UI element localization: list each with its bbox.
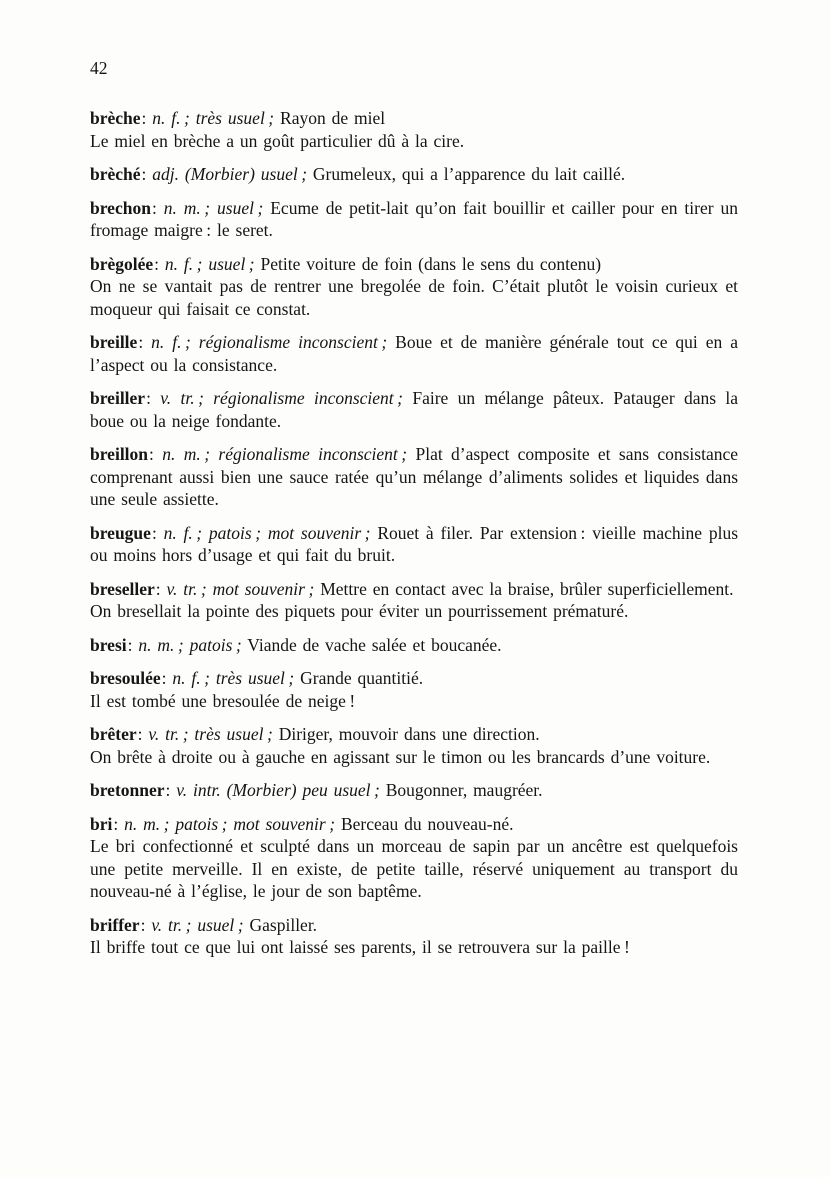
entry-headword: brêter xyxy=(90,724,137,744)
entry-headword: bresoulée xyxy=(90,668,161,688)
entry-headword: brèché xyxy=(90,164,141,184)
entry-colon: : xyxy=(146,388,151,408)
dictionary-entry xyxy=(90,723,738,768)
entry-definition: Viande de vache salée et boucanée. xyxy=(247,634,502,655)
entry-colon: : xyxy=(154,253,160,274)
entry-definition: Boue et de manière générale tout ce qui en a l’aspect ou la consistance. xyxy=(90,332,739,375)
entry-definition: Petite voiture de foin (dans le sens du contenu) xyxy=(260,253,602,274)
dictionary-entry xyxy=(90,667,738,712)
dictionary-entry xyxy=(90,914,738,959)
entry-definition: Grumeleux, qui a l’apparence du lait caillé. xyxy=(312,164,626,184)
entry-colon: : xyxy=(141,164,147,184)
entry-example: Le bri confectionné et sculpté dans un morceau de sapin par un ancêtre est quelquefois une petite merveille. Il en existe, de petite taille, réservé uniquement au transport du nouveau-né à l’église, le jour de son baptême. xyxy=(90,836,738,901)
entry-grammar-label: adj. (Morbier) usuel ; xyxy=(152,164,308,184)
entry-grammar-label: n. m. ; patois ; mot souvenir ; xyxy=(124,813,336,834)
entry-colon: : xyxy=(137,724,143,744)
entry-grammar-label: n. f. ; patois ; mot souvenir ; xyxy=(163,522,371,543)
entry-grammar-label: v. tr. ; régionalisme inconscient ; xyxy=(160,388,403,408)
entry-definition: Plat d’aspect composite et sans consistance comprenant aussi bien une sauce ratée qu’un mélange d’aliments solides et liquides dans une seule assiette. xyxy=(90,444,739,509)
entry-example: On ne se vantait pas de rentrer une bregolée de foin. C’était plutôt le voisin curieux et moqueur qui faisait ce constat. xyxy=(90,276,738,319)
dictionary-entry xyxy=(90,163,738,186)
entry-grammar-label: n. f. ; régionalisme inconscient ; xyxy=(151,332,388,352)
entry-definition: Berceau du nouveau-né. xyxy=(340,813,514,834)
entry-headword: breiller xyxy=(90,388,146,408)
dictionary-entry xyxy=(90,107,738,152)
entry-definition: Faire un mélange pâteux. Patauger dans la boue ou la neige fondante. xyxy=(90,388,739,431)
entry-colon: : xyxy=(127,634,133,655)
entry-grammar-label: v. intr. (Morbier) peu usuel ; xyxy=(176,780,380,800)
entry-grammar-label: n. f. ; très usuel ; xyxy=(172,668,295,688)
entry-headword: brechon xyxy=(90,197,151,218)
entry-definition: Rouet à filer. Par extension : vieille machine plus ou moins hors d’usage et qui fait du bruit. xyxy=(90,522,739,565)
entry-colon: : xyxy=(113,813,119,834)
entry-headword: breseller xyxy=(90,578,155,599)
entry-headword: bretonner xyxy=(90,780,165,800)
entry-grammar-label: n. m. ; usuel ; xyxy=(163,197,264,218)
dictionary-entry xyxy=(90,578,738,623)
entries-container xyxy=(90,107,738,959)
entry-grammar-label: n. f. ; très usuel ; xyxy=(152,108,275,128)
entry-example: Le miel en brèche a un goût particulier dû à la cire. xyxy=(90,130,465,151)
entry-example: Il briffe tout ce que lui ont laissé ses parents, il se retrouvera sur la paille ! xyxy=(90,937,630,957)
page-number: 42 xyxy=(90,58,108,78)
entry-grammar-label: v. tr. ; très usuel ; xyxy=(148,724,273,744)
entry-colon: : xyxy=(161,668,167,688)
entry-definition: Gaspiller. xyxy=(249,914,318,935)
entry-headword: breugue xyxy=(90,522,151,543)
entry-headword: breillon xyxy=(90,444,149,464)
entry-grammar-label: v. tr. ; mot souvenir ; xyxy=(166,578,315,599)
entry-colon: : xyxy=(155,578,161,599)
entry-colon: : xyxy=(140,914,146,935)
entry-example: Il est tombé une bresoulée de neige ! xyxy=(90,690,356,711)
entry-grammar-label: n. m. ; régionalisme inconscient ; xyxy=(162,444,408,464)
entry-colon: : xyxy=(151,522,157,543)
entry-definition: Grande quantitié. xyxy=(300,668,424,688)
entry-headword: brèche xyxy=(90,108,141,128)
entry-headword: brègolée xyxy=(90,253,154,274)
dictionary-entry xyxy=(90,779,738,802)
dictionary-entry xyxy=(90,443,738,511)
entry-colon: : xyxy=(138,332,144,352)
dictionary-entry xyxy=(90,253,738,321)
entry-grammar-label: v. tr. ; usuel ; xyxy=(151,914,244,935)
entry-colon: : xyxy=(165,780,171,800)
entry-definition: Rayon de miel xyxy=(280,108,386,128)
dictionary-entry xyxy=(90,197,738,242)
dictionary-entry xyxy=(90,331,738,376)
entry-grammar-label: n. f. ; usuel ; xyxy=(164,253,255,274)
entry-headword: bresi xyxy=(90,634,127,655)
entry-definition: Ecume de petit-lait qu’on fait bouillir et cailler pour en tirer un fromage maigre : le seret. xyxy=(90,197,738,240)
entry-example: On brête à droite ou à gauche en agissant sur le timon ou les brancards d’une voiture. xyxy=(90,746,711,767)
entry-grammar-label: n. m. ; patois ; xyxy=(138,634,242,655)
entry-colon: : xyxy=(149,444,154,464)
entry-headword: breille xyxy=(90,332,138,352)
dictionary-entry xyxy=(90,634,738,657)
entry-definition: Bougonner, maugréer. xyxy=(385,780,543,800)
entry-definition: Mettre en contact avec la braise, brûler superficiellement. xyxy=(320,578,734,599)
dictionary-entry xyxy=(90,522,738,567)
entry-example: On bresellait la pointe des piquets pour éviter un pourrissement prématuré. xyxy=(90,601,629,621)
entry-colon: : xyxy=(141,108,147,128)
entry-headword: briffer xyxy=(90,914,140,935)
entry-definition: Diriger, mouvoir dans une direction. xyxy=(278,724,540,744)
dictionary-entry xyxy=(90,813,738,903)
dictionary-entry xyxy=(90,387,738,432)
entry-colon: : xyxy=(151,197,157,218)
entry-headword: bri xyxy=(90,813,113,834)
